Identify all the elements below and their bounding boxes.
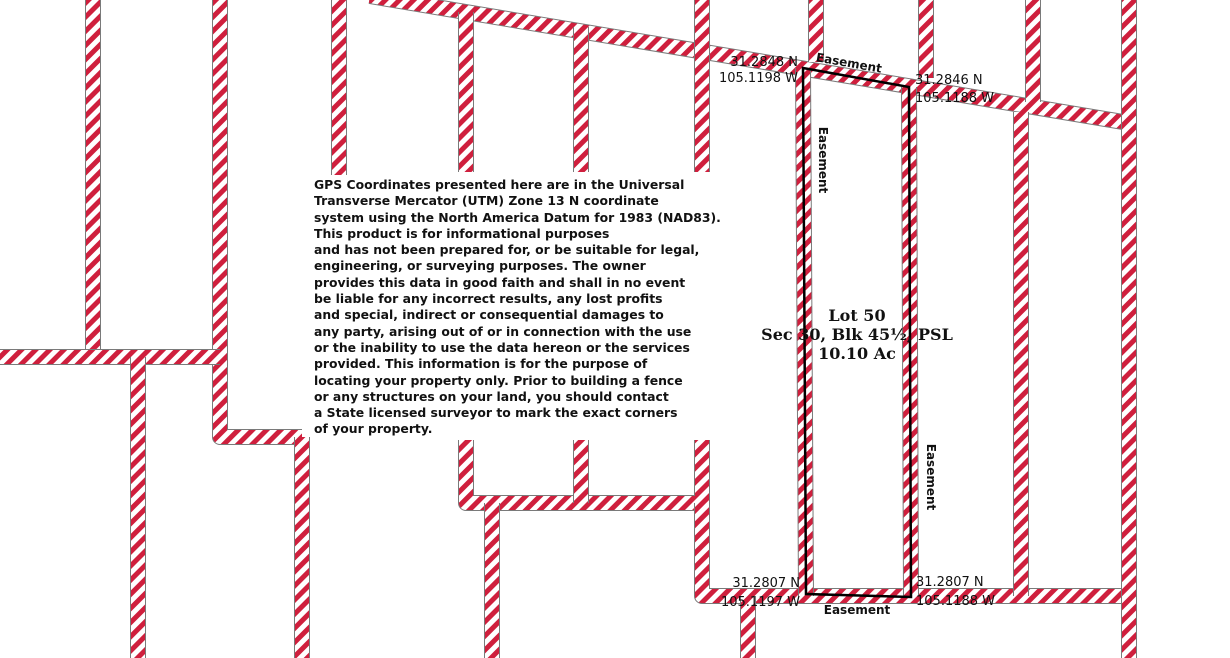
easement-label-north: Easement (815, 50, 883, 76)
road-b-vertical-edge (220, 0, 302, 437)
corner-ne-lat: 31.2846 N (915, 73, 983, 88)
disclaimer-line: be liable for any incorrect results, any lost profits (314, 291, 663, 307)
road-b-vertical-fill (220, 0, 302, 437)
corner-se-lat: 31.2807 N (916, 575, 984, 590)
easement-label-west: Easement (816, 126, 830, 194)
disclaimer-line: locating your property only. Prior to building a fence (314, 372, 683, 388)
disclaimer-line: engineering, or surveying purposes. The owner (314, 258, 646, 274)
lot-title: Lot 50 (828, 306, 886, 325)
disclaimer-line: Transverse Mercator (UTM) Zone 13 N coordinate (314, 193, 659, 209)
disclaimer-line: and special, indirect or consequential damages to (314, 307, 664, 323)
disclaimer-line: or any structures on your land, you should contact (314, 388, 669, 404)
disclaimer-line: GPS Coordinates presented here are in the Universal (314, 177, 685, 192)
disclaimer-text (314, 177, 754, 438)
lot-acreage: 10.10 Ac (818, 344, 896, 363)
lot-section-block: Sec 30, Blk 45½, PSL (761, 325, 953, 344)
disclaimer-line: of your property. (314, 421, 433, 437)
corner-sw-lat: 31.2807 N (732, 576, 800, 591)
corner-nw-lat: 31.2848 N (730, 55, 798, 70)
disclaimer-line: system using the North America Datum for 1983 (NAD83). (314, 209, 721, 225)
easement-label-south: Easement (823, 603, 891, 617)
lot-label (761, 306, 953, 363)
corner-sw-lon: 105.1197 W (720, 595, 800, 610)
disclaimer-line: any party, arising out of or in connection with the use (314, 323, 692, 339)
corner-nw (719, 55, 798, 86)
road-b-vertical (220, 0, 302, 437)
corner-ne-lon: 105.1188 W (915, 91, 995, 106)
disclaimer-line: This product is for informational purposes (314, 225, 610, 241)
disclaimer-line: or the inability to use the data hereon or the services (314, 339, 690, 355)
disclaimer-line: a State licensed surveyor to mark the exact corners (314, 405, 678, 421)
corner-se-lon: 105.1188 W (916, 594, 996, 609)
disclaimer-line: and has not been prepared for, or be suitable for legal, (314, 242, 700, 258)
easement-label-east: Easement (924, 443, 938, 511)
corner-nw-lon: 105.1198 W (718, 71, 798, 86)
disclaimer-line: provides this data in good faith and shall in no event (314, 274, 686, 290)
disclaimer-line: provided. This information is for the purpose of (314, 356, 648, 372)
